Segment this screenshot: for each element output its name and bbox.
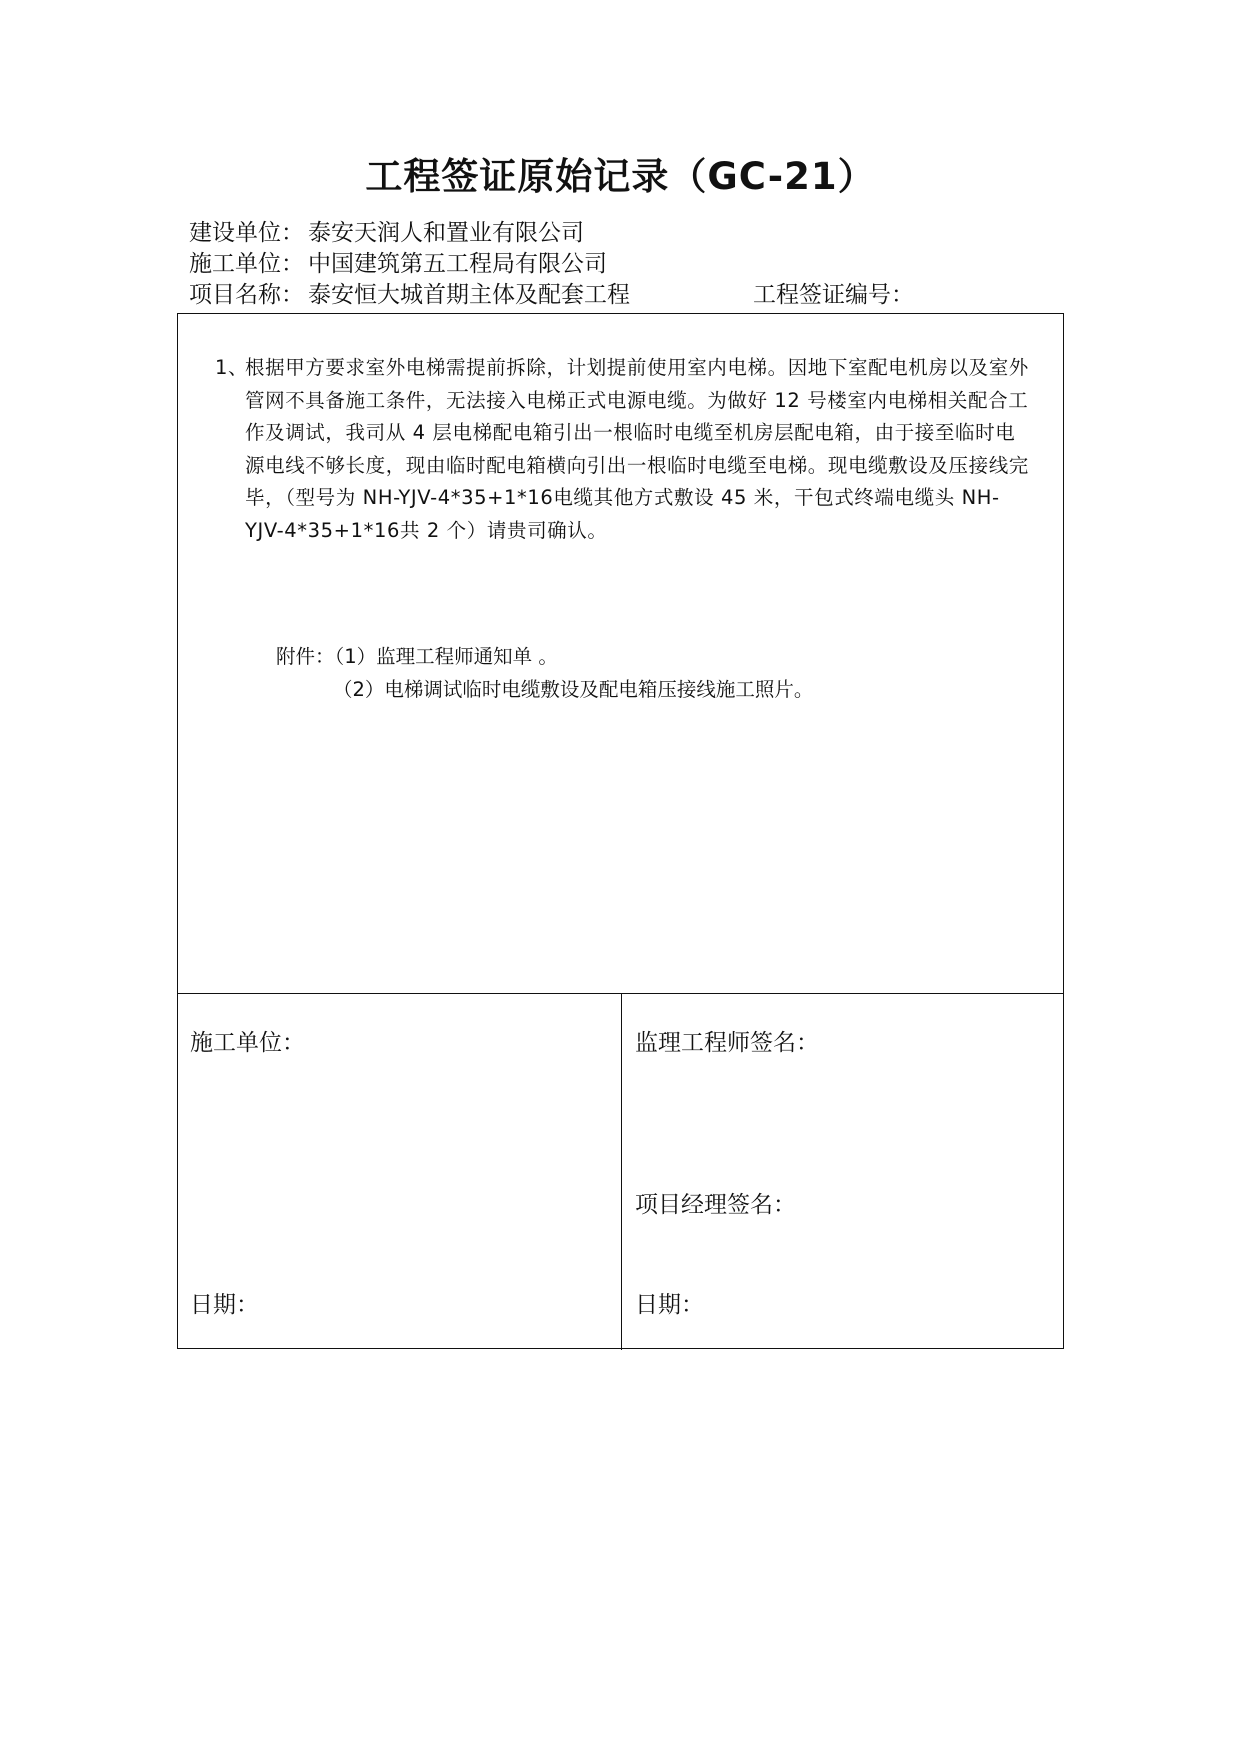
contractor-signature-label: 施工单位：: [190, 1030, 305, 1056]
project-label: 项目名称：: [189, 282, 304, 308]
manager-signature-label: 项目经理签名：: [635, 1192, 796, 1218]
left-date-label: 日期：: [190, 1292, 259, 1318]
contractor-line: [189, 253, 607, 276]
item-number: 1、: [215, 356, 249, 379]
contractor-label: 施工单位：: [189, 251, 304, 277]
attachment-2: （2）电梯调试临时电缆敷设及配电箱压接线施工照片。: [333, 678, 814, 701]
project-line: [189, 284, 630, 307]
project-value: 泰安恒大城首期主体及配套工程: [308, 282, 630, 308]
supervisor-signature-label: 监理工程师签名：: [635, 1030, 819, 1056]
contractor-value: 中国建筑第五工程局有限公司: [308, 251, 607, 277]
visa-number-label: 工程签证编号：: [753, 282, 914, 308]
builder-line: [189, 222, 584, 245]
item-text: 根据甲方要求室外电梯需提前拆除，计划提前使用室内电梯。因地下室配电机房以及室外管网不具备施工条件，无法接入电梯正式电源电缆。为做好 12 号楼室内电梯相关配合工作及调试，我司从 4 层电梯配电箱引出一根临时电缆至机房层配电箱，由于接至临时电源电线不够长度，现由临时配电箱横向引出一根临时电缆至电梯。现电缆敷设及压接线完毕，（型号为 NH-YJV-4*35+1*16电缆其他方式敷设 45 米，干包式终端电缆头 NH-YJV-4*35+1*16共 2 个）请贵司确认。: [245, 356, 1029, 542]
builder-value: 泰安天润人和置业有限公司: [308, 220, 584, 246]
record-form: [177, 313, 1064, 1349]
builder-label: 建设单位：: [189, 220, 304, 246]
record-content: [215, 352, 1035, 547]
attachment-1: 附件：（1）监理工程师通知单 。: [276, 645, 558, 668]
right-date-label: 日期：: [635, 1292, 704, 1318]
page-title: 工程签证原始记录（GC-21）: [365, 155, 876, 198]
signature-divider-vertical: [621, 993, 622, 1350]
